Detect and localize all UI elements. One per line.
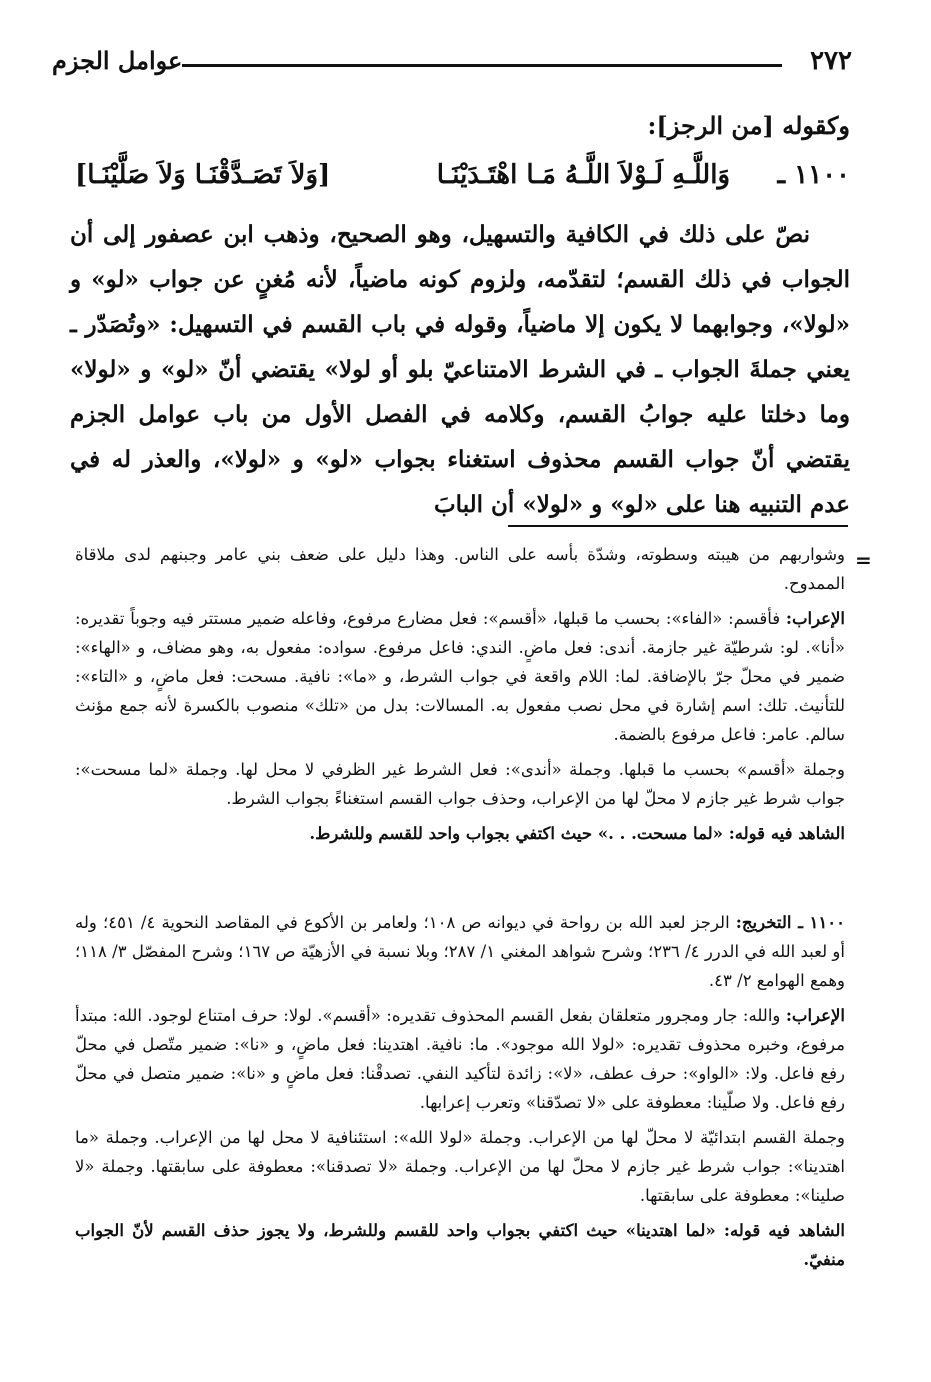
footnote-block-1	[75, 540, 845, 854]
footnote-shahid-1: الشاهد فيه قوله: «لما مسحت. . .» حيث اكتفي بجواب واحد للقسم وللشرط.	[309, 824, 845, 843]
footnote-jumal-1: وجملة «أقسم» بحسب ما قبلها. وجملة «أندى»: فعل الشرط غير الظرفي لا محل لها. وجملة «لما مسحت»: جواب شرط غير جازم لا محلّ لها من الإعراب، وحذف جواب القسم استغناءً بجواب الشرط.	[75, 760, 845, 808]
verse-hemistich-second: [وَلاَ تَصَـدَّقْنَـا وَلاَ صَلَّيْنَـا]	[75, 160, 331, 190]
running-title: عوامل الجزم	[52, 46, 183, 75]
page-number: ٢٧٢	[810, 46, 852, 76]
footnote-continued-line: وشواربهم من هيبته وسطوته، وشدّة بأسه على الناس. وهذا دليل على ضعف بني عامر وجبنهم لدى ملاقاة الممدوح.	[75, 545, 845, 593]
footnote-separator	[508, 525, 848, 527]
main-text: نصّ على ذلك في الكافية والتسهيل، وهو الصحيح، وذهب ابن عصفور إلى أن الجواب في ذلك القسم؛ لتقدّمه، ولزوم كونه ماضياً، لأنه مُغنٍ عن جواب «لو» و «لولا»، وجوابهما لا يكون إلا ماضياً، وقوله في باب القسم في التسهيل: «وتُصَدّر ـ يعني جملةَ الجواب ـ في الشرط الامتناعيّ بلو أو لولا» يقتضي أنّ «لو» و «لولا» وما دخلتا عليه جوابُ القسم، وكلامه في الفصل الأول من باب عوامل الجزم يقتضي أنّ جواب القسم محذوف استغناء بجواب «لو» و «لولا»، والعذر له في عدم التنبيه هنا على «لو» و «لولا» أن البابَ	[70, 221, 850, 518]
verse-intro: وكقوله [من الرجز]:	[647, 111, 850, 140]
irab-label: الإعراب:	[785, 1006, 845, 1025]
main-paragraph	[70, 212, 850, 527]
verse-number: ١١٠٠ ـ	[777, 160, 850, 190]
irab-text: والله: جار ومجرور متعلقان بفعل القسم المحذوف تقديره: «أقسم». لولا: حرف امتناع لوجود. الله: مبتدأ مرفوع، وخبره محذوف تقديره: «لولا الله موجود». ما: نافية. اهتدينا: فعل ماضٍ، و «نا»: ضمير متّصل في محلّ رفع فاعل. ولا: «الواو»: حرف عطف، «لا»: زائدة لتأكيد النفي. تصدقْنا: فعل ماضٍ و «نا»: ضمير متصل في محلّ رفع فاعل. ولا صلّينا: معطوفة على «لا تصدّقنا» وتعرب إعرابها.	[75, 1006, 845, 1112]
footnote-block-2	[75, 908, 845, 1280]
footnote-takhrij	[75, 908, 845, 995]
footnote-jumal-2: وجملة القسم ابتدائيّة لا محلّ لها من الإعراب. وجملة «لولا الله»: استئنافية لا محل لها من الإعراب. وجملة «ما اهتدينا»: جواب شرط غير جازم لا محلّ لها من الإعراب. وجملة «لا تصدقنا»: معطوفة على سابقتها. وجملة «لا صلينا»: معطوفة على سابقتها.	[75, 1128, 845, 1205]
footnote-continuation-mark: =	[855, 548, 872, 572]
footnote-irab-2	[75, 1001, 845, 1117]
header-rule	[182, 64, 782, 67]
poetry-verse	[75, 160, 850, 204]
footnote-irab-1	[75, 604, 845, 749]
verse-hemistich-first: وَاللَّـهِ لَـوْلاَ اللَّـهُ مَـا اهْتَـدَيْنَـا	[436, 160, 730, 190]
irab-label: الإعراب:	[785, 609, 846, 628]
irab-text: فأقسم: «الفاء»: بحسب ما قبلها، «أقسم»: فعل مضارع مرفوع، وفاعله ضمير مستتر فيه وجوباً تقديره: «أنا». لو: شرطيّة غير جازمة. أندى: فعل ماضٍ. الندي: فاعل مرفوع. سواده: مفعول به، وهو مضاف، و «الهاء»: ضمير في محلّ جرّ بالإضافة. لما: اللام واقعة في جواب الشرط، و «ما»: نافية. مسحت: فعل ماضٍ، و «التاء»: للتأنيث. تلك: اسم إشارة في محل نصب مفعول به. المسالات: بدل من «تلك» منصوب بالكسرة لأنه جمع مؤنث سالم. عامر: فاعل مرفوع بالضمة.	[75, 609, 845, 744]
takhrij-text: الرجز لعبد الله بن رواحة في ديوانه ص ١٠٨؛ ولعامر بن الأكوع في المقاصد النحوية ٤/ ٤٥١؛ وله أو لعبد الله في الدرر ٤/ ٢٣٦؛ وشرح شواهد المغني ١/ ٢٨٧؛ وبلا نسبة في الأزهيّة ص ١٦٧؛ وشرح المفصّل ٣/ ١١٨؛ وهمع الهوامع ٢/ ٤٣.	[75, 913, 845, 990]
takhrij-label: ١١٠٠ ـ التخريج:	[735, 913, 845, 932]
page-header	[52, 40, 852, 88]
footnote-shahid-2: الشاهد فيه قوله: «لما اهتدينا» حيث اكتفي بجواب واحد للقسم وللشرط، ولا يجوز حذف القسم لأنّ الجواب منفيّ.	[75, 1221, 845, 1269]
